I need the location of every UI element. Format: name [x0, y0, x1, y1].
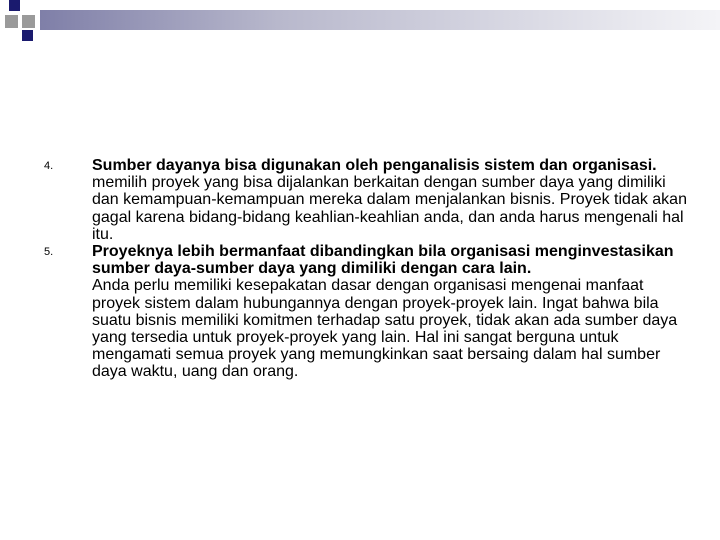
list-item — [44, 243, 694, 381]
item-heading: Proyeknya lebih bermanfaat dibandingkan bila organisasi menginvestasikan sumber daya-sumber daya yang dimiliki dengan cara lain. — [92, 243, 674, 278]
list-item-text — [92, 243, 694, 381]
numbered-list — [44, 157, 694, 381]
list-number: 4. — [44, 160, 54, 172]
item-body: memilih proyek yang bisa dijalankan berkaitan dengan sumber daya yang dimiliki dan kemampuan-kemampuan mereka dalam menjalankan bisnis. Proyek tidak akan gagal karena bidang-bidang keahlian-keahlian anda, dan anda harus mengenali hal itu. — [92, 174, 687, 243]
navy-square-top — [9, 0, 20, 11]
list-item — [44, 157, 694, 243]
header-decoration — [0, 0, 720, 60]
list-item-text — [92, 157, 694, 243]
gradient-band — [40, 10, 720, 30]
gray-square-left — [5, 15, 18, 28]
item-body: Anda perlu memiliki kesepakatan dasar dengan organisasi mengenai manfaat proyek sistem dalam hubungannya dengan proyek-proyek lain. Ingat bahwa bila suatu bisnis memiliki komitmen terhadap satu proyek, tidak akan ada sumber daya yang tersedia untuk proyek-proyek yang lain. Hal ini sangat berguna untuk mengamati semua proyek yang memungkinkan saat bersaing dalam hal sumber daya waktu, uang dan orang. — [92, 277, 678, 381]
navy-square-bottom — [22, 30, 33, 41]
list-number: 5. — [44, 246, 54, 259]
item-heading: Sumber dayanya bisa digunakan oleh penganalisis sistem dan organisasi. — [92, 157, 657, 174]
gray-square-right — [22, 15, 35, 28]
